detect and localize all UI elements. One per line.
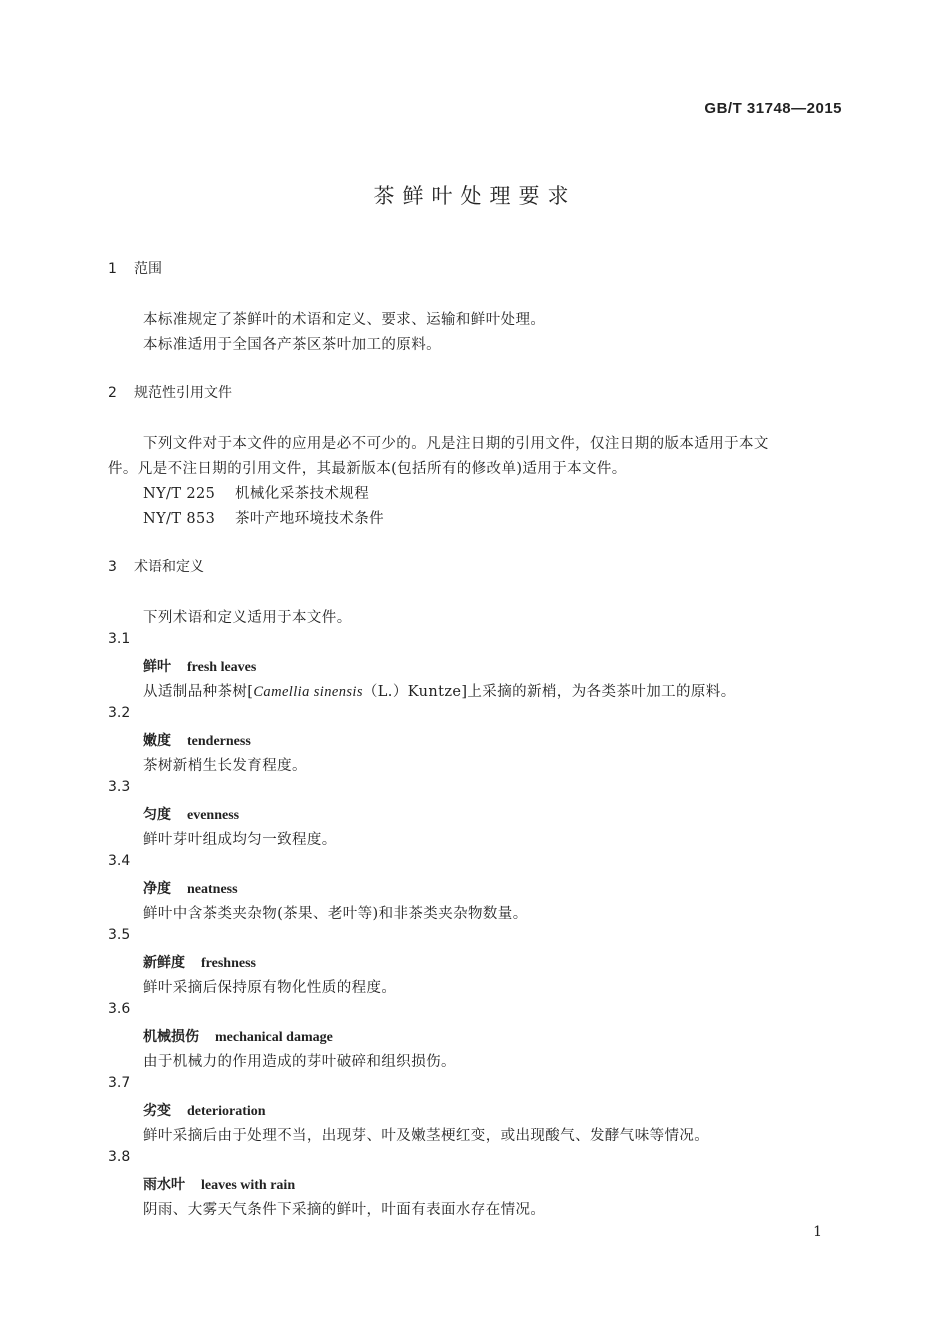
term-name xyxy=(143,878,238,898)
term-definition: 鲜叶芽叶组成均匀一致程度。 xyxy=(143,832,337,848)
term-number: 3.1 xyxy=(108,631,131,647)
term-definition: 阴雨、大雾天气条件下采摘的鲜叶，叶面有表面水存在情况。 xyxy=(143,1202,546,1218)
term-name xyxy=(143,1100,266,1120)
section-heading-scope xyxy=(108,258,162,278)
term-zh: 匀度 xyxy=(143,807,171,823)
definition-text: 从适制品种茶树[ xyxy=(143,684,254,700)
section-title: 规范性引用文件 xyxy=(134,385,232,401)
term-name xyxy=(143,952,256,972)
term-name xyxy=(143,730,251,750)
reference-item xyxy=(143,482,369,503)
term-name xyxy=(143,656,256,676)
reference-code: NY/T 225 xyxy=(143,486,216,502)
term-number: 3.4 xyxy=(108,853,131,869)
page-number: 1 xyxy=(813,1224,822,1240)
term-zh: 雨水叶 xyxy=(143,1177,185,1193)
term-number: 3.8 xyxy=(108,1149,131,1165)
reference-title: 茶叶产地环境技术条件 xyxy=(235,511,384,527)
term-en: neatness xyxy=(187,882,238,897)
latin-name: Camellia sinensis xyxy=(253,684,363,700)
references-intro-line-1: 下列文件对于本文件的应用是必不可少的。凡是注日期的引用文件，仅注日期的版本适用于本文 xyxy=(143,436,769,452)
term-en: tenderness xyxy=(187,734,251,749)
term-en: mechanical damage xyxy=(215,1030,333,1045)
term-en: deterioration xyxy=(187,1104,266,1119)
term-name xyxy=(143,1026,333,1046)
standard-number: GB/T 31748—2015 xyxy=(704,100,842,117)
term-name xyxy=(143,1174,295,1194)
term-zh: 劣变 xyxy=(143,1103,171,1119)
term-en: leaves with rain xyxy=(201,1178,296,1193)
term-number: 3.2 xyxy=(108,705,131,721)
term-zh: 新鲜度 xyxy=(143,955,185,971)
term-definition: 茶树新梢生长发育程度。 xyxy=(143,758,307,774)
term-definition: 鲜叶中含茶类夹杂物(茶果、老叶等)和非茶类夹杂物数量。 xyxy=(143,906,528,922)
section-number: 2 xyxy=(108,385,117,401)
definition-text: （L.）Kuntze]上采摘的新梢，为各类茶叶加工的原料。 xyxy=(362,684,736,700)
section-title: 范围 xyxy=(134,261,162,277)
section-title: 术语和定义 xyxy=(134,559,204,575)
term-definition xyxy=(143,680,736,701)
section-heading-terms-definitions xyxy=(108,556,204,576)
term-zh: 机械损伤 xyxy=(143,1029,199,1045)
term-definition: 鲜叶采摘后由于处理不当，出现芽、叶及嫩茎梗红变，或出现酸气、发酵气味等情况。 xyxy=(143,1128,710,1144)
terms-intro: 下列术语和定义适用于本文件。 xyxy=(143,610,352,626)
scope-paragraph-2: 本标准适用于全国各产茶区茶叶加工的原料。 xyxy=(143,337,441,353)
reference-item xyxy=(143,507,384,528)
term-en: fresh leaves xyxy=(187,660,257,675)
term-zh: 嫩度 xyxy=(143,733,171,749)
term-en: freshness xyxy=(201,956,256,971)
term-number: 3.7 xyxy=(108,1075,131,1091)
section-number: 1 xyxy=(108,261,117,277)
term-en: evenness xyxy=(187,808,240,823)
section-heading-normative-references xyxy=(108,382,232,402)
term-definition: 由于机械力的作用造成的芽叶破碎和组织损伤。 xyxy=(143,1054,456,1070)
references-intro-line-2: 件。凡是不注日期的引用文件，其最新版本(包括所有的修改单)适用于本文件。 xyxy=(108,461,627,477)
section-number: 3 xyxy=(108,559,117,575)
document-title: 茶鲜叶处理要求 xyxy=(373,184,577,208)
term-zh: 净度 xyxy=(143,881,171,897)
scope-paragraph-1: 本标准规定了茶鲜叶的术语和定义、要求、运输和鲜叶处理。 xyxy=(143,312,546,328)
term-number: 3.6 xyxy=(108,1001,131,1017)
term-name xyxy=(143,804,239,824)
term-number: 3.3 xyxy=(108,779,131,795)
term-zh: 鲜叶 xyxy=(143,659,171,675)
reference-code: NY/T 853 xyxy=(143,511,216,527)
term-definition: 鲜叶采摘后保持原有物化性质的程度。 xyxy=(143,980,397,996)
reference-title: 机械化采茶技术规程 xyxy=(235,486,370,502)
term-number: 3.5 xyxy=(108,927,131,943)
